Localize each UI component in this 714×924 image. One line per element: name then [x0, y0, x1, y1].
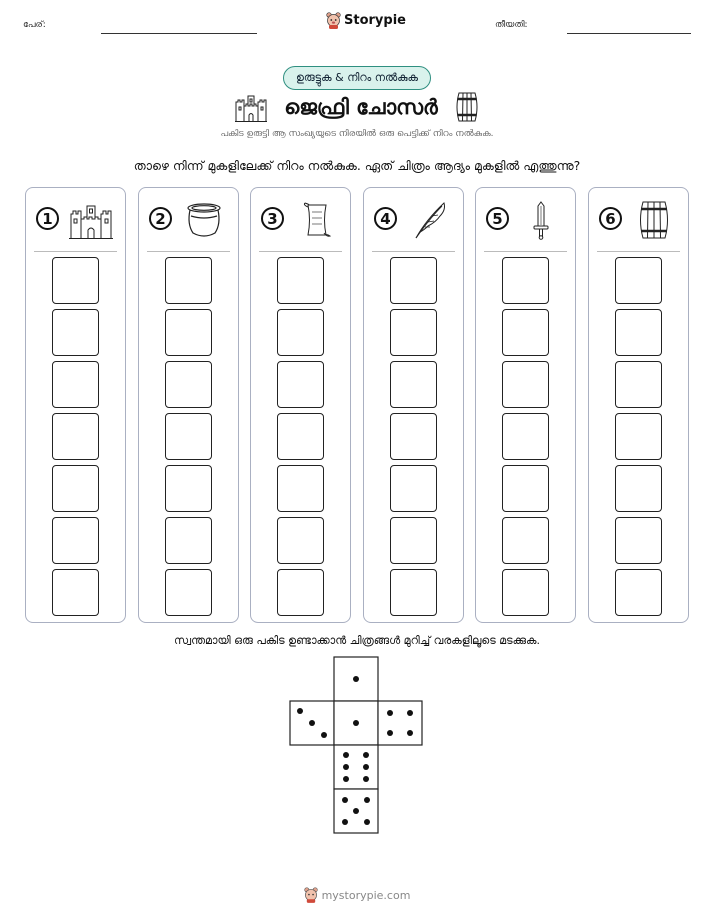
- activity-tag-label: ഉരുട്ടുക & നിറം നൽകുക: [295, 71, 419, 84]
- dice-pip: [353, 808, 359, 814]
- dice-pip: [407, 710, 413, 716]
- color-box[interactable]: [277, 257, 324, 304]
- color-box[interactable]: [277, 413, 324, 460]
- dice-face-lower: [334, 745, 378, 789]
- color-box[interactable]: [277, 465, 324, 512]
- column-number: 5: [486, 207, 509, 230]
- color-box[interactable]: [390, 257, 437, 304]
- color-box[interactable]: [615, 257, 662, 304]
- storypie-mascot-icon: [304, 887, 318, 903]
- color-box[interactable]: [615, 361, 662, 408]
- dice-net: [288, 655, 428, 837]
- name-label: പേര്:: [23, 20, 46, 30]
- color-box[interactable]: [165, 517, 212, 564]
- color-box[interactable]: [165, 569, 212, 616]
- color-box[interactable]: [502, 465, 549, 512]
- name-line[interactable]: [101, 33, 257, 34]
- column-1: [25, 187, 126, 623]
- dice-pip: [309, 720, 315, 726]
- date-label: തീയതി:: [495, 20, 528, 30]
- dice-pip: [364, 819, 370, 825]
- column-header: [476, 188, 575, 250]
- color-box[interactable]: [615, 465, 662, 512]
- page-title: ജെഫ്രി ചോസർ: [284, 94, 438, 119]
- color-box[interactable]: [52, 309, 99, 356]
- color-box[interactable]: [52, 361, 99, 408]
- dice-pip: [297, 708, 303, 714]
- subtitle: പകിട ഉരുട്ടി ആ സംഖ്യയുടെ നിരയിൽ ഒരു പെട്ടിക്ക് നിറം നൽകുക.: [220, 129, 494, 139]
- barrel-icon: [454, 91, 480, 123]
- column-header: [251, 188, 350, 250]
- dice-pip: [363, 764, 369, 770]
- color-box[interactable]: [502, 309, 549, 356]
- dice-pip: [363, 752, 369, 758]
- dice-face-right: [378, 701, 422, 745]
- storypie-mascot-icon: [326, 12, 341, 29]
- color-box[interactable]: [502, 569, 549, 616]
- color-box[interactable]: [165, 361, 212, 408]
- column-header: [364, 188, 463, 250]
- activity-tag: [283, 66, 431, 90]
- column-4: [363, 187, 464, 623]
- color-box[interactable]: [390, 569, 437, 616]
- column-2: [138, 187, 239, 623]
- color-box[interactable]: [277, 361, 324, 408]
- color-box[interactable]: [502, 257, 549, 304]
- color-box[interactable]: [165, 413, 212, 460]
- column-number: 6: [599, 207, 622, 230]
- barrel-icon: [631, 200, 677, 240]
- brand-logo: [326, 12, 406, 29]
- dice-pip: [353, 676, 359, 682]
- castle-icon: [68, 200, 114, 240]
- column-header: [26, 188, 125, 250]
- dice-pip: [343, 752, 349, 758]
- color-box[interactable]: [615, 309, 662, 356]
- castle-icon: [234, 92, 268, 122]
- title-row: [0, 90, 714, 124]
- dice-pip: [364, 797, 370, 803]
- dice-pip: [343, 776, 349, 782]
- column-header: [139, 188, 238, 250]
- dice-instruction: സ്വന്തമായി ഒരു പകിട ഉണ്ടാക്കാൻ ചിത്രങ്ങൾ മുറിച്ച് വരകളിലൂടെ മടക്കുക.: [174, 634, 540, 647]
- footer: [0, 887, 714, 903]
- dice-pip: [342, 797, 348, 803]
- date-line[interactable]: [567, 33, 691, 34]
- color-box[interactable]: [165, 465, 212, 512]
- pot-icon: [181, 200, 227, 240]
- color-box[interactable]: [52, 569, 99, 616]
- dice-pip: [321, 732, 327, 738]
- scroll-icon: [293, 200, 339, 240]
- color-box[interactable]: [52, 465, 99, 512]
- color-box[interactable]: [615, 413, 662, 460]
- column-number: 1: [36, 207, 59, 230]
- column-number: 2: [149, 207, 172, 230]
- color-box[interactable]: [277, 569, 324, 616]
- brand-name: Storypie: [344, 13, 406, 28]
- color-box[interactable]: [52, 413, 99, 460]
- color-box[interactable]: [615, 569, 662, 616]
- color-box[interactable]: [615, 517, 662, 564]
- column-6: [588, 187, 689, 623]
- dice-pip: [407, 730, 413, 736]
- color-box[interactable]: [390, 413, 437, 460]
- dice-pip: [387, 710, 393, 716]
- column-number: 4: [374, 207, 397, 230]
- color-box[interactable]: [502, 517, 549, 564]
- dice-pip: [342, 819, 348, 825]
- color-box[interactable]: [390, 517, 437, 564]
- instruction: താഴെ നിന്ന് മുകളിലേക്ക് നിറം നൽകുക. ഏത് ചിത്രം ആദ്യം മുകളിൽ എത്തുന്നു?: [133, 158, 581, 173]
- dice-pip: [343, 764, 349, 770]
- color-box[interactable]: [390, 361, 437, 408]
- footer-url[interactable]: mystorypie.com: [321, 888, 411, 902]
- color-box[interactable]: [277, 309, 324, 356]
- color-box[interactable]: [52, 257, 99, 304]
- quill-icon: [406, 200, 452, 240]
- color-box[interactable]: [502, 361, 549, 408]
- sword-icon: [518, 200, 564, 240]
- column-header: [589, 188, 688, 250]
- dice-pip: [353, 720, 359, 726]
- dice-pip: [363, 776, 369, 782]
- color-box[interactable]: [390, 465, 437, 512]
- column-number: 3: [261, 207, 284, 230]
- color-box[interactable]: [502, 413, 549, 460]
- color-box[interactable]: [165, 257, 212, 304]
- color-box[interactable]: [165, 309, 212, 356]
- column-5: [475, 187, 576, 623]
- dice-pip: [387, 730, 393, 736]
- color-box[interactable]: [277, 517, 324, 564]
- color-box[interactable]: [390, 309, 437, 356]
- column-3: [250, 187, 351, 623]
- color-box[interactable]: [52, 517, 99, 564]
